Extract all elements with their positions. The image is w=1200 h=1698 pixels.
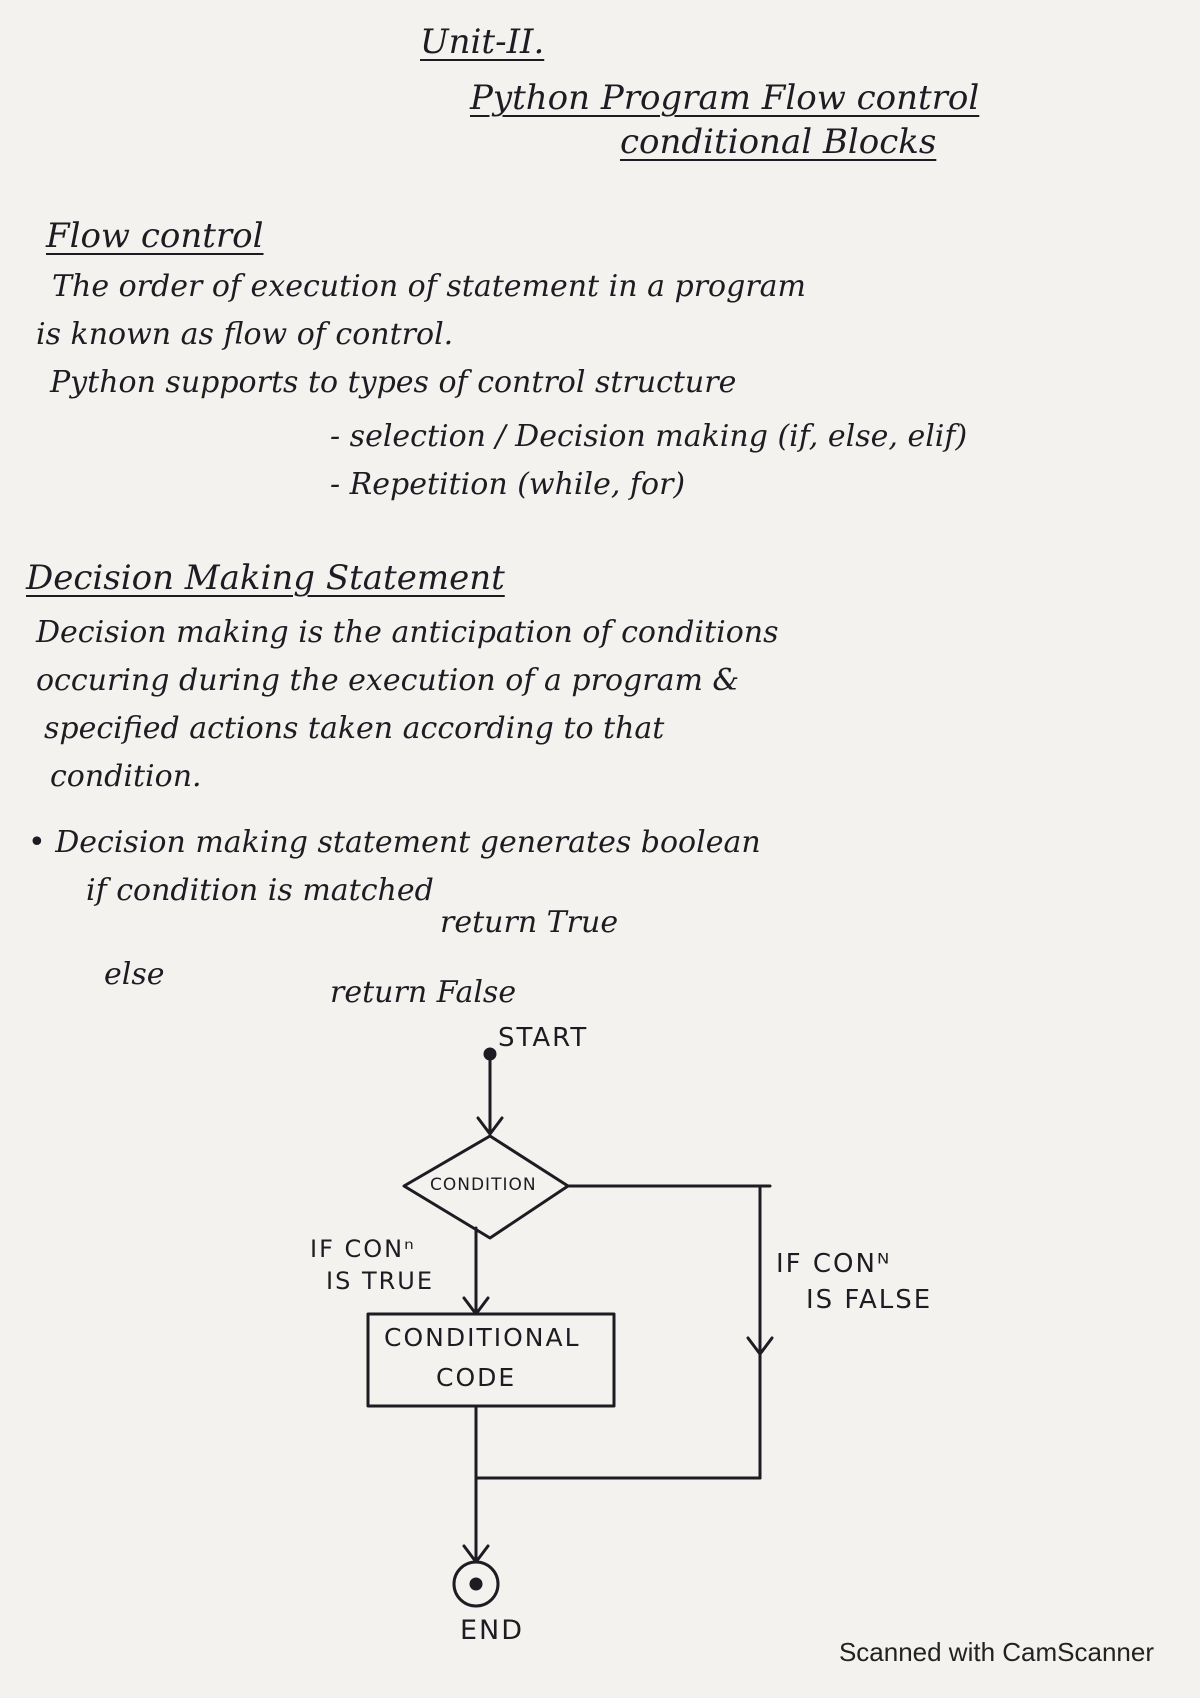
flowchart-true-label-1: IF CONⁿ	[310, 1235, 416, 1263]
flow-control-heading: Flow control	[46, 216, 264, 256]
flow-control-item-selection: - selection / Decision making (if, else, elif)	[330, 419, 968, 454]
decision-line4: condition.	[50, 759, 202, 794]
decision-line1: Decision making is the anticipation of conditions	[36, 615, 779, 650]
flow-control-line2: is known as flow of control.	[36, 317, 454, 352]
decision-bullet: • Decision making statement generates boolean	[28, 825, 761, 860]
page-title-line2: conditional Blocks	[620, 122, 937, 162]
flowchart-false-label-2: IS FALSE	[806, 1285, 933, 1315]
end-dot	[471, 1579, 481, 1589]
flow-control-item-repetition: - Repetition (while, for)	[330, 467, 686, 502]
flow-control-line1: The order of execution of statement in a program	[52, 269, 806, 304]
flowchart-true-label-2: IS TRUE	[326, 1267, 435, 1295]
flowchart-code-line1: CONDITIONAL	[384, 1323, 581, 1352]
flowchart-end-label: END	[460, 1615, 525, 1646]
decision-heading: Decision Making Statement	[26, 558, 505, 598]
decision-line2: occuring during the execution of a program &	[36, 663, 740, 698]
decision-return-false: return False	[330, 975, 517, 1010]
flowchart-condition-label: CONDITION	[430, 1175, 537, 1195]
decision-if-line: if condition is matched	[86, 873, 434, 908]
camscanner-watermark: Scanned with CamScanner	[838, 1637, 1154, 1667]
flowchart-false-label-1: IF CONᴺ	[776, 1249, 892, 1279]
decision-line3: specified actions taken according to that	[44, 711, 665, 746]
unit-title: Unit-II.	[420, 22, 545, 62]
flowchart-code-line2: CODE	[436, 1363, 517, 1392]
decision-return-true: return True	[440, 905, 619, 940]
page-title-line1: Python Program Flow control	[470, 78, 980, 118]
flowchart-start-label: START	[498, 1023, 589, 1053]
flow-control-line3: Python supports to types of control structure	[50, 365, 737, 400]
decision-else: else	[104, 957, 165, 992]
